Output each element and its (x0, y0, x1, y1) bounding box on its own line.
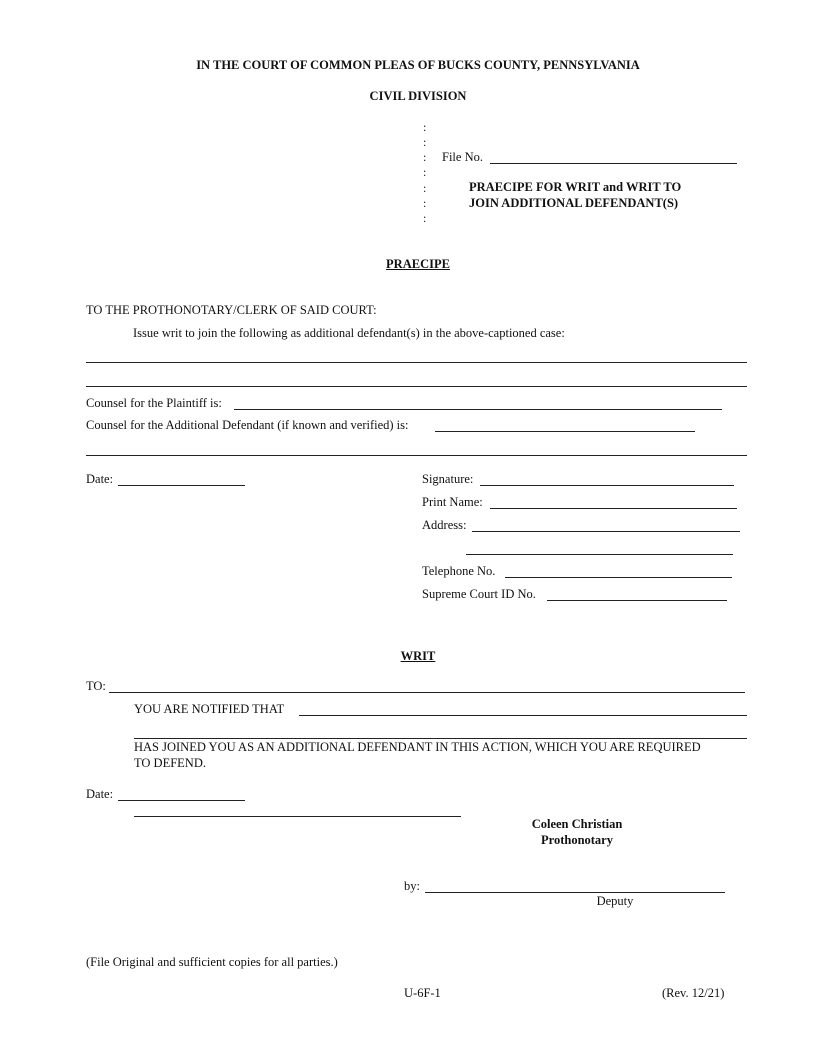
joined-text-line2: TO DEFEND. (134, 756, 206, 770)
caption-colon: : (423, 150, 427, 164)
prothonotary-title: Prothonotary (541, 833, 613, 847)
praecipe-heading: PRAECIPE (386, 257, 450, 271)
counsel-additional-field[interactable] (435, 431, 695, 432)
telephone-field[interactable] (505, 577, 732, 578)
joined-text-line1: HAS JOINED YOU AS AN ADDITIONAL DEFENDANT IN THIS ACTION, WHICH YOU ARE REQUIRED (134, 740, 701, 754)
print-name-field[interactable] (490, 508, 737, 509)
caption-colon: : (423, 181, 427, 195)
supreme-court-id-label: Supreme Court ID No. (422, 587, 536, 601)
caption-colon: : (423, 196, 427, 210)
writ-to-field[interactable] (109, 692, 745, 693)
supreme-court-id-field[interactable] (547, 600, 727, 601)
additional-defendant-line-1[interactable] (86, 362, 747, 363)
address-field-2[interactable] (466, 554, 733, 555)
address-label: Address: (422, 518, 467, 532)
caption-colon: : (423, 120, 427, 134)
caption-title-line2: JOIN ADDITIONAL DEFENDANT(S) (469, 196, 679, 210)
division-title: CIVIL DIVISION (369, 89, 467, 103)
form-number: U-6F-1 (404, 986, 441, 1000)
by-label: by: (404, 879, 420, 893)
writ-to-label: TO: (86, 679, 106, 693)
caption-colon: : (423, 165, 427, 179)
deputy-label: Deputy (596, 894, 634, 908)
writ-date-field[interactable] (118, 800, 245, 801)
notified-field[interactable] (299, 715, 747, 716)
writ-seal-line[interactable] (134, 816, 461, 817)
writ-heading: WRIT (400, 649, 436, 663)
caption-colon: : (423, 135, 427, 149)
praecipe-date-field[interactable] (118, 485, 245, 486)
counsel-additional-line-2[interactable] (86, 455, 747, 456)
caption-colon: : (423, 211, 427, 225)
notified-label: YOU ARE NOTIFIED THAT (134, 702, 285, 716)
praecipe-date-label: Date: (86, 472, 114, 486)
notified-field-2[interactable] (134, 738, 747, 739)
counsel-additional-label: Counsel for the Additional Defendant (if known and verified) is: (86, 418, 409, 432)
caption-title-line1: PRAECIPE FOR WRIT and WRIT TO (469, 180, 682, 194)
deputy-signature-field[interactable] (425, 892, 725, 893)
prothonotary-name: Coleen Christian (531, 817, 623, 831)
signature-field[interactable] (480, 485, 734, 486)
court-title: IN THE COURT OF COMMON PLEAS OF BUCKS COUNTY, PENNSYLVANIA (196, 58, 640, 72)
counsel-plaintiff-label: Counsel for the Plaintiff is: (86, 396, 222, 410)
footer-note: (File Original and sufficient copies for all parties.) (86, 955, 338, 969)
revision-date: (Rev. 12/21) (662, 986, 725, 1000)
signature-label: Signature: (422, 472, 474, 486)
address-field-1[interactable] (472, 531, 740, 532)
telephone-label: Telephone No. (422, 564, 496, 578)
additional-defendant-line-2[interactable] (86, 386, 747, 387)
praecipe-to-line: TO THE PROTHONOTARY/CLERK OF SAID COURT: (86, 303, 377, 317)
writ-date-label: Date: (86, 787, 114, 801)
counsel-plaintiff-field[interactable] (234, 409, 722, 410)
file-no-field[interactable] (490, 163, 737, 164)
praecipe-instruction: Issue writ to join the following as additional defendant(s) in the above-captioned case: (133, 326, 565, 340)
file-no-label: File No. (442, 150, 483, 164)
print-name-label: Print Name: (422, 495, 483, 509)
